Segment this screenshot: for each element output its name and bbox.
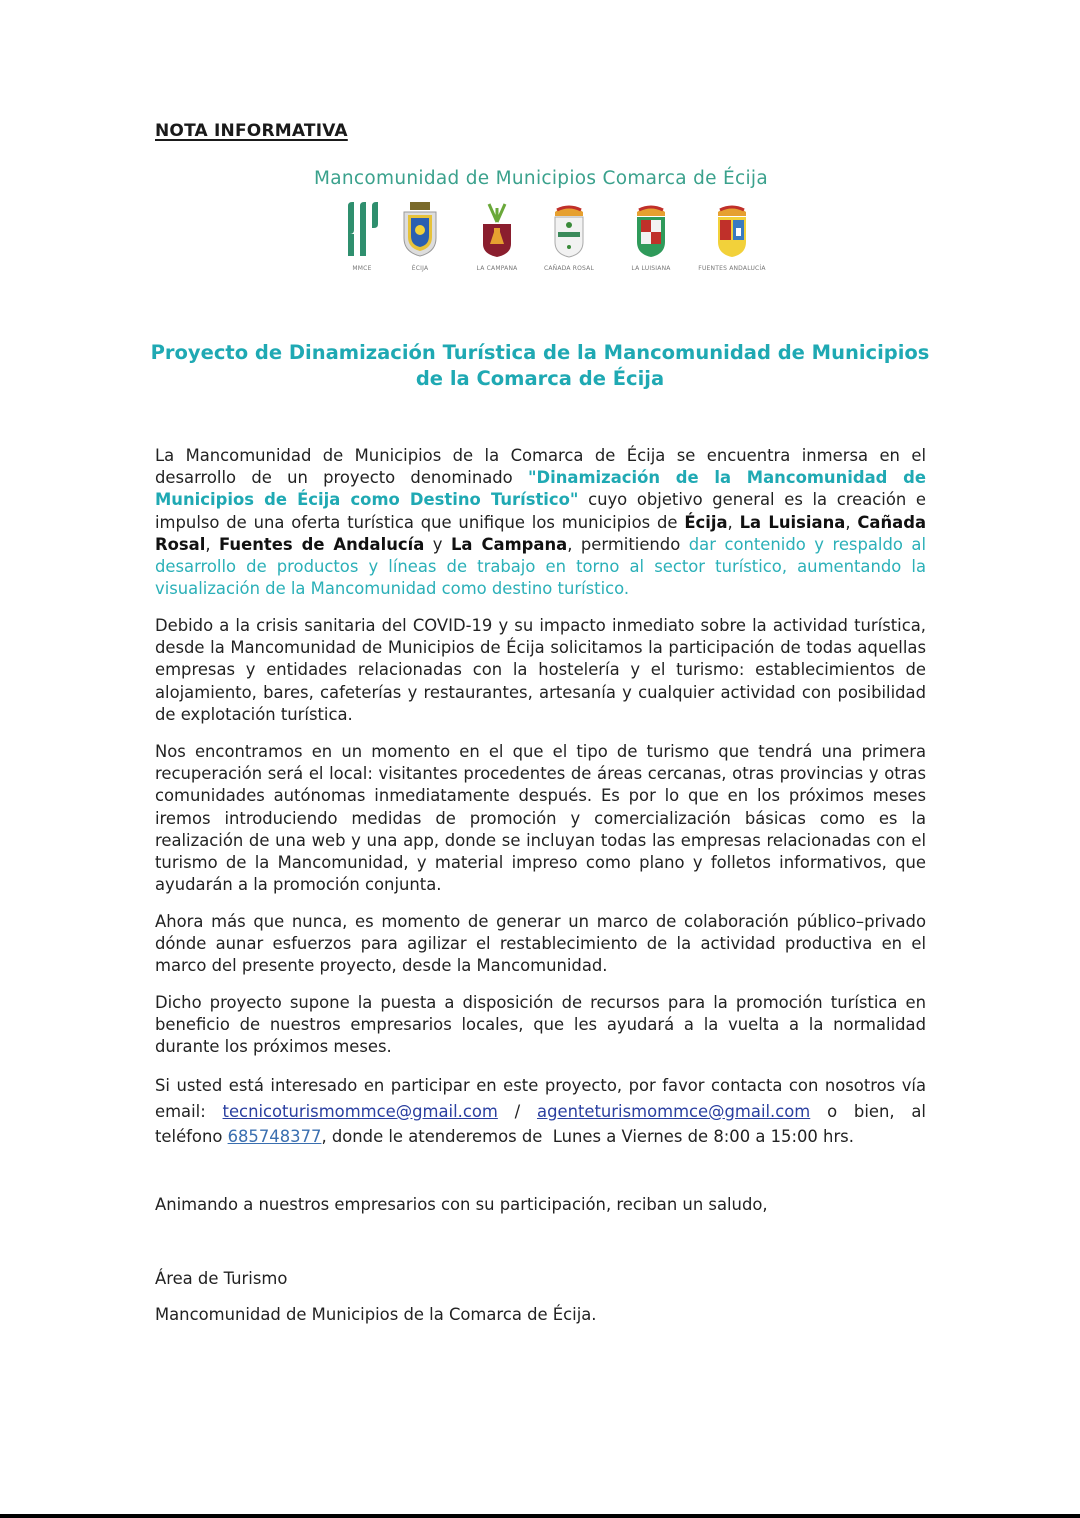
logo-canada-rosal <box>529 198 609 276</box>
project-title <box>150 340 930 392</box>
paragraph-covid: Debido a la crisis sanitaria del COVID-19 y su impacto inmediato sobre la actividad turística, desde la Mancomunidad de Municipios de Écija solicitamos la participación de todas aquellas empresas y entidades relacionadas con la hostelería y el turismo: establecimientos de alojamiento, bares, cafeterías y restaurantes, artesanía y cualquier actividad con posibilidad de explotación turística. <box>155 616 926 724</box>
canada-rosal-coat-of-arms-icon <box>549 200 589 258</box>
paragraph-recovery: Nos encontramos en un momento en el que el tipo de turismo que tendrá una primera recuperación será el local: visitantes procedentes de áreas cercanas, otras provincias y otras comunidades autónomas inmediatamente después. Es por lo que en los próximos meses iremos introduciendo medidas de promoción y comercialización básicas como es la realización de una web y una app, donde se incluyan todas las empresas relacionadas con el turismo de la Mancomunidad, y material impreso como plano y folletos informativos, que ayudarán a la promoción conjunta. <box>155 742 926 895</box>
text: , donde le atenderemos de Lunes a Viernes de 8:00 a 15:00 hrs. <box>321 1127 854 1146</box>
logo-caption: MMCE <box>352 265 372 272</box>
project-title-line1: Proyecto de Dinamización Turística de la Mancomunidad de Municipios <box>150 341 930 364</box>
municipality-la-campana: La Campana <box>450 534 568 554</box>
paragraph-resources: Dicho proyecto supone la puesta a disposición de recursos para la promoción turística en beneficio de nuestros empresarios locales, que les ayudará a la vuelta a la normalidad durante los próximos meses. <box>155 993 926 1057</box>
paragraph-contact <box>155 1073 926 1150</box>
signature-organization: Mancomunidad de Municipios de la Comarca de Écija. <box>155 1305 597 1324</box>
text: / <box>497 1101 538 1121</box>
text: , permitiendo <box>567 534 689 554</box>
nota-informativa-heading: NOTA INFORMATIVA <box>155 121 348 141</box>
logo-caption: ÉCIJA <box>411 265 429 272</box>
logo-banner-title: Mancomunidad de Municipios Comarca de Écija <box>314 168 768 189</box>
email-link-tecnico[interactable]: tecnicoturismommce@gmail.com <box>222 1101 498 1121</box>
logo-caption: FUENTES ANDALUCÍA <box>698 265 766 272</box>
mmce-logo-icon <box>342 200 382 258</box>
text: Si usted está interesado en participar en este proyecto, por favor contacta con nosotros vía email: <box>155 1076 926 1121</box>
phone-link[interactable]: 685748377 <box>227 1127 322 1146</box>
bottom-border <box>0 1514 1080 1518</box>
objective-highlight: dar contenido y respaldo al desarrollo de productos y líneas de trabajo en torno al sector turístico, aumentando la visualización de la Mancomunidad como destino turístico. <box>155 534 926 599</box>
text: , <box>205 534 220 554</box>
municipality-ecija: Écija <box>684 512 728 532</box>
logo-fuentes-andalucia <box>692 198 772 276</box>
logo-caption: LA CAMPANA <box>476 265 518 272</box>
municipality-la-luisiana: La Luisiana <box>739 512 846 532</box>
logo-caption: LA LUISIANA <box>631 265 671 272</box>
text: o bien, al teléfono <box>155 1101 926 1146</box>
project-title-line2: de la Comarca de Écija <box>415 367 665 390</box>
text: , <box>727 512 740 532</box>
ecija-coat-of-arms-icon <box>398 200 442 258</box>
paragraph-closing: Animando a nuestros empresarios con su participación, reciban un saludo, <box>155 1195 768 1214</box>
text: , <box>845 512 858 532</box>
project-name-highlight: "Dinamización de la Mancomunidad de Municipios de Écija como Destino Turístico" <box>155 468 926 510</box>
text: y <box>424 534 451 554</box>
la-campana-coat-of-arms-icon <box>479 200 515 258</box>
paragraph-collaboration: Ahora más que nunca, es momento de generar un marco de colaboración público–privado dónde aunar esfuerzos para agilizar el restablecimiento de la actividad productiva en el marco del presente proyecto, desde la Mancomunidad. <box>155 912 926 976</box>
logo-la-luisiana <box>611 198 691 276</box>
text: cuyo objetivo general es la creación e impulso de una oferta turística que unifique los municipios de <box>155 490 926 532</box>
municipality-canada-rosal: Cañada Rosal <box>155 512 927 554</box>
municipality-fuentes-de-andalucia: Fuentes de Andalucía <box>219 534 425 554</box>
la-luisiana-coat-of-arms-icon <box>631 200 671 258</box>
text: La Mancomunidad de Municipios de la Comarca de Écija se encuentra inmersa en el desarrollo de un proyecto denominado <box>155 446 926 488</box>
municipality-logos <box>300 198 782 276</box>
email-link-agente[interactable]: agenteturismommce@gmail.com <box>537 1101 811 1121</box>
paragraph-intro <box>155 445 926 600</box>
fuentes-andalucia-coat-of-arms-icon <box>712 200 752 258</box>
logo-caption: CAÑADA ROSAL <box>543 265 595 272</box>
signature-area: Área de Turismo <box>155 1269 288 1288</box>
